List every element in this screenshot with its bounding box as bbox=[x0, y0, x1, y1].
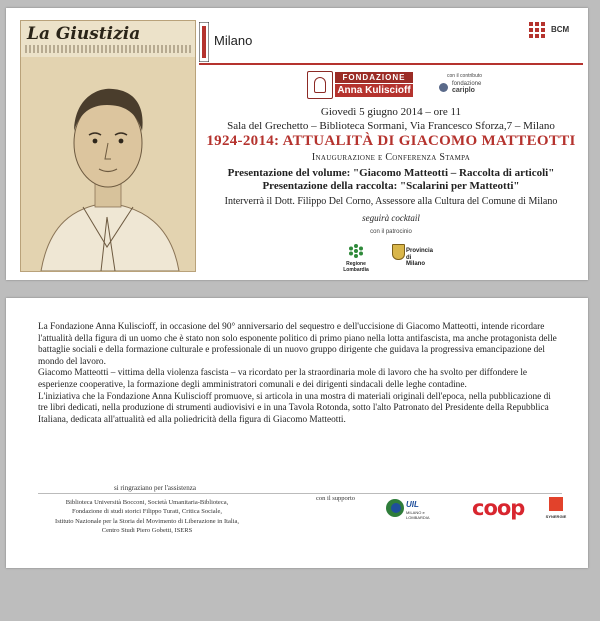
description-text bbox=[38, 322, 560, 426]
speaker-line: Interverrà il Dott. Filippo Del Corno, Assessore alla Cultura del Comune di Milano bbox=[224, 196, 558, 207]
invitation-card-front bbox=[6, 8, 588, 280]
header-divider bbox=[199, 63, 583, 65]
event-subtitle: Inaugurazione e Conferenza Stampa bbox=[311, 152, 471, 163]
fondazione-name: Anna Kuliscioff bbox=[335, 84, 413, 97]
comune-milano-mark bbox=[199, 22, 209, 62]
uil-name: UIL bbox=[406, 500, 419, 509]
synergie-label: SYNERGIE bbox=[545, 514, 567, 519]
provincia-milano-logo bbox=[389, 242, 434, 270]
comune-milano-label: Milano bbox=[214, 33, 253, 48]
footer-divider bbox=[38, 493, 562, 494]
portrait-drawing bbox=[21, 57, 195, 271]
bcm-logo-icon bbox=[529, 22, 545, 38]
patrocinio-label: con il patrocinio bbox=[370, 229, 412, 235]
event-venue: Sala del Grechetto – Biblioteca Sormani, Via Francesco Sforza,7 – Milano bbox=[227, 120, 555, 132]
description-paragraph-3: L'iniziativa che la Fondazione Anna Kuliscioff promuove, si articola in una mostra di materiali originali dell'epoca, nella pubblicazione di tre libri dedicati, nella produzione di strumenti audiovisivi e in una Tavola Rotonda, sotto l'alto Patronato del Presidente della Repubblica Italiana, dedicata all'attualità ed alla poliedricità della figura di Giacomo Matteotti. bbox=[38, 391, 551, 425]
newspaper-header bbox=[21, 21, 195, 58]
coop-logo: coop bbox=[472, 496, 525, 520]
uil-logo bbox=[386, 498, 444, 520]
aperitif-line: seguirà cocktail bbox=[362, 213, 420, 223]
newspaper-text-lines bbox=[25, 45, 191, 53]
provincia-line1: Provincia bbox=[406, 248, 434, 254]
thanks-label: si ringraziano per l'assistenza bbox=[114, 484, 196, 492]
provincia-line2: di Milano bbox=[406, 255, 425, 267]
supporters-list bbox=[38, 498, 256, 535]
regione-rose-icon bbox=[348, 244, 364, 258]
contributo-label: con il contributo bbox=[447, 73, 483, 79]
presentation-volume: Presentazione del volume: "Giacomo Matteotti – Raccolta di articoli" bbox=[227, 167, 555, 179]
supporter-line: Fondazione di studi storici Filippo Turati, Critica Sociale, bbox=[71, 508, 223, 516]
invitation-card-back bbox=[6, 298, 588, 568]
event-date: Giovedì 5 giugno 2014 – ore 11 bbox=[320, 106, 462, 118]
supporto-label: con il supporto bbox=[316, 495, 355, 502]
regione-label: Regione Lombardia bbox=[343, 261, 369, 273]
bcm-label: BCM bbox=[551, 25, 570, 34]
description-paragraph-1: La Fondazione Anna Kuliscioff, in occasione del 90° anniversario del sequestro e dell'uccisione di Giacomo Matteotti, intende ricordare l'attualità della figura di un uomo che è stato non solo esponente politico di primo piano nella lotta antifascista, ma anche protagonista delle battaglie sociali e della formazione culturale e professionale di un nuovo gruppo dirigente che guidava la progressiva emancipazione del mondo del lavoro. bbox=[38, 322, 557, 367]
uil-mark-inner-icon bbox=[391, 503, 401, 513]
matteotti-portrait bbox=[20, 20, 196, 272]
newspaper-masthead: La Giustizia bbox=[27, 24, 141, 44]
uil-subtitle: MILANO e LOMBARDIA bbox=[406, 510, 430, 520]
supporter-line: Centro Studi Piero Gobetti, ISERS bbox=[101, 526, 193, 534]
regione-lombardia-logo bbox=[336, 244, 376, 273]
fondazione-label: FONDAZIONE bbox=[335, 72, 413, 83]
event-title: 1924-2014: ATTUALITÀ DI GIACOMO MATTEOTTI bbox=[206, 133, 576, 149]
cariplo-line2: cariplo bbox=[452, 87, 475, 94]
fondazione-cariplo-logo bbox=[439, 81, 513, 95]
supporter-line: Biblioteca Università Bocconi, Società Umanitaria-Biblioteca, bbox=[65, 499, 229, 506]
description-paragraph-2: Giacomo Matteotti – vittima della violenza fascista – va ricordato per la straordinaria mole di lavoro che ha svolto per diffondere le esperienze cooperative, la formazione degli amministratori comunali e dei dirigenti sindacali delle leghe contadine. bbox=[38, 368, 528, 390]
presentation-collection: Presentazione della raccolta: "Scalarini per Matteotti" bbox=[262, 180, 520, 192]
cariplo-mark-icon bbox=[439, 83, 448, 92]
synergie-logo bbox=[547, 497, 565, 523]
fondazione-emblem-icon bbox=[307, 71, 333, 99]
fondazione-kuliscioff-logo bbox=[307, 71, 413, 97]
synergie-mark-icon bbox=[549, 497, 563, 511]
supporter-line: Istituto Nazionale per la Storia del Movimento di Liberazione in Italia, bbox=[55, 517, 239, 525]
cariplo-line1: fondazione bbox=[452, 81, 482, 87]
provincia-shield-icon bbox=[392, 244, 405, 260]
